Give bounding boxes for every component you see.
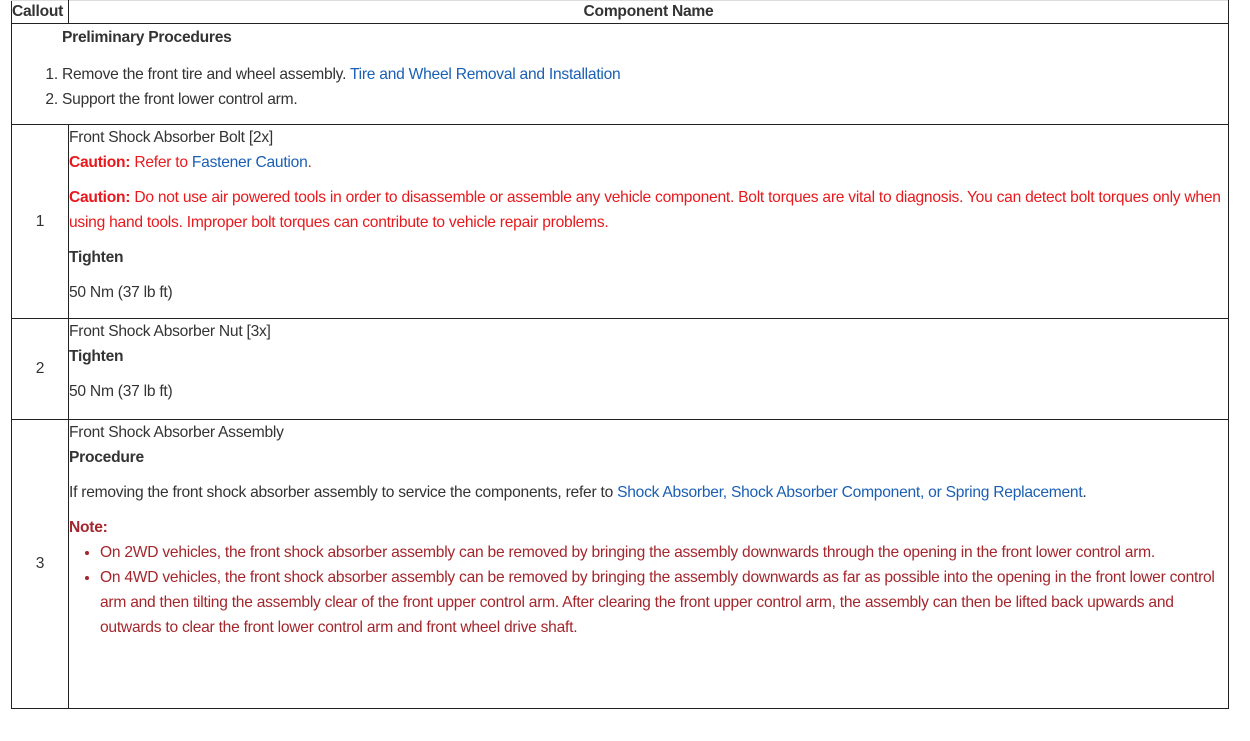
- callout-header: Callout: [12, 1, 69, 24]
- component-table: [11, 0, 1229, 709]
- caution: Caution: Do not use air powered tools in order to disassemble or assemble any vehicle component. Bolt torques are vital to diagnosis. You can detect bolt torques only when using hand tools. Improper bolt torques can contribute to vehicle repair problems.: [69, 189, 1221, 231]
- table-row: [12, 319, 1229, 420]
- table-row: [12, 420, 1229, 709]
- note-item: • On 2WD vehicles, the front shock absorber assembly can be removed by bringing the assembly downwards through the opening in the front lower control arm.: [100, 540, 1228, 565]
- torque-value: 50 Nm (37 lb ft): [69, 383, 173, 400]
- callout-number: 3: [12, 420, 69, 709]
- header-row: [12, 1, 1229, 24]
- callout-number: 2: [12, 319, 69, 420]
- table-row: [12, 125, 1229, 319]
- note-label: Note:: [69, 519, 108, 536]
- callout-number: 1: [12, 125, 69, 319]
- preliminary-title: Preliminary Procedures: [62, 29, 232, 46]
- procedure-label: Procedure: [69, 449, 144, 466]
- component-name: Front Shock Absorber Assembly: [69, 424, 284, 441]
- note-item: • On 4WD vehicles, the front shock absorber assembly can be removed by bringing the assembly downwards as far as possible into the opening in the front lower control arm and then tilting the assembly clear of the front upper control arm. After clearing the front upper control arm, the assembly can then be lifted back upwards and outwards to clear the front lower control arm and front wheel drive shaft.: [100, 565, 1228, 640]
- torque-value: 50 Nm (37 lb ft): [69, 284, 173, 301]
- step-1: 1. Remove the front tire and wheel assembly. Tire and Wheel Removal and Installation: [62, 62, 1228, 87]
- preliminary-row: [12, 24, 1229, 125]
- preliminary-steps: [12, 62, 1228, 112]
- tighten-label: Tighten: [69, 249, 124, 266]
- caution: Caution: Refer to Fastener Caution.: [69, 154, 312, 171]
- fastener-caution-link[interactable]: Fastener Caution: [191, 154, 308, 171]
- tighten-label: Tighten: [69, 348, 124, 365]
- note-list: [69, 540, 1228, 640]
- procedure-text: If removing the front shock absorber assembly to service the components, refer to Shock Absorber, Shock Absorber Component, or Spring Replacement.: [69, 484, 1087, 501]
- shock-absorber-link[interactable]: Shock Absorber, Shock Absorber Component, or Spring Replacement: [617, 484, 1083, 501]
- component-name: Front Shock Absorber Bolt [2x]: [69, 129, 273, 146]
- tire-wheel-link[interactable]: Tire and Wheel Removal and Installation: [349, 66, 621, 83]
- step-2: 2. Support the front lower control arm.: [62, 87, 1228, 112]
- component-header: Component Name: [69, 1, 1229, 24]
- component-name: Front Shock Absorber Nut [3x]: [69, 323, 271, 340]
